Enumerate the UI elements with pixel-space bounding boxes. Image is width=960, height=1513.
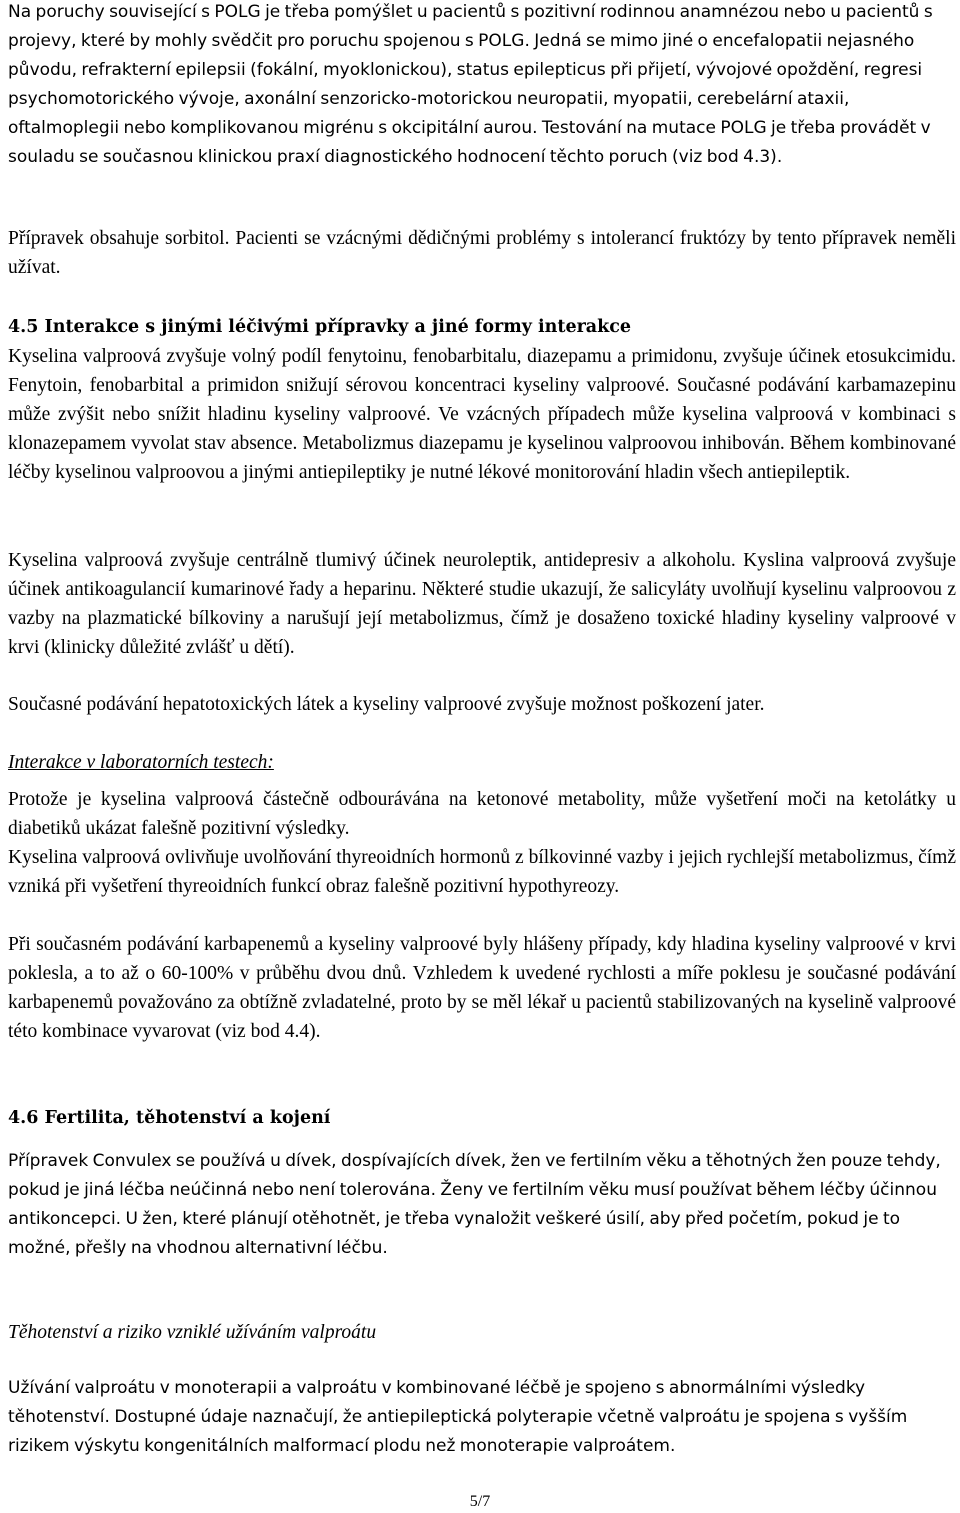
lab-paragraph-1: Protože je kyselina valproová částečně odbourávána na ketonové metabolity, může vyšetření moči na ketolátky u diabetiků ukázat falešně pozitivní výsledky.: [8, 789, 956, 839]
pregnancy-risk-subheading: Těhotenství a riziko vzniklé užíváním valproátu: [8, 1322, 377, 1343]
lab-tests-subheading: Interakce v laboratorních testech:: [8, 752, 274, 773]
interaction-paragraph-1: Kyselina valproová zvyšuje volný podíl fenytoinu, fenobarbitalu, diazepamu a primidonu, zvyšuje účinek etosukcimidu. Fenytoin, fenobarbital a primidon snižují sérovou koncentraci kyseliny valproové. Současné podávání karbamazepinu může zvýšit nebo snížit hladinu kyseliny valproové. Ve vzácných případech může kyselina valproová v kombinaci s klonazepamem vyvolat stav absence. Metabolizmus diazepamu je kyselinou valproovou inhibován. Během kombinované léčby kyselinou valproovou a jinými antiepileptiky je nutné lékové monitorování hladin všech antiepileptik.: [8, 346, 956, 483]
lab-tests-subheading-line: [8, 748, 956, 777]
page-number: 5/7: [469, 1493, 491, 1510]
section-4-5-heading: 4.5 Interakce s jinými léčivými přípravky a jiné formy interakce: [8, 317, 632, 337]
interaction-paragraph-3: Současné podávání hepatotoxických látek a kyseliny valproové zvyšuje možnost poškození jater.: [8, 694, 765, 715]
interaction-paragraph-2: Kyselina valproová zvyšuje centrálně tlumivý účinek neuroleptik, antidepresiv a alkoholu. Kyslina valproová zvyšuje účinek antikoagulancií kumarinové řady a heparinu. Některé studie ukazují, že salicyláty uvolňují kyselinu valproovou z vazby na plazmatické bílkoviny a narušují její metabolizmus, čímž je dosaženo toxické hladiny kyseliny valproové v krvi (klinicky důležité zvlášť u dětí).: [8, 550, 956, 658]
sorbitol-paragraph: Přípravek obsahuje sorbitol. Pacienti se vzácnými dědičnými problémy s intolerancí fruktózy by tento přípravek neměli užívat.: [8, 228, 956, 278]
fertility-paragraph: Přípravek Convulex se používá u dívek, dospívajících dívek, žen ve fertilním věku a těhotných žen pouze tehdy, pokud je jiná léčba neúčinná nebo není tolerována. Ženy ve fertilním věku musí používat během léčby účinnou antikoncepci. U žen, které plánují otěhotnět, je třeba vynaložit veškeré úsilí, aby před početím, pokud je to možné, přešly na vhodnou alternativní léčbu.: [8, 1151, 941, 1258]
pregnancy-paragraph: Užívání valproátu v monoterapii a valproátu v kombinované léčbě je spojeno s abnormálními výsledky těhotenství. Dostupné údaje naznačují, že antiepileptická polyterapie včetně valproátu je spojena s vyšším rizikem výskytu kongenitálních malformací plodu než monoterapie valproátem.: [8, 1378, 908, 1456]
lab-paragraph-2: Kyselina valproová ovlivňuje uvolňování thyreoidních hormonů z bílkovinné vazby i jejich rychlejší metabolizmus, čímž vzniká při vyšetření thyreoidních funkcí obraz falešně pozitivní hypothyreozy.: [8, 847, 956, 897]
polg-paragraph: Na poruchy související s POLG je třeba pomýšlet u pacientů s pozitivní rodinnou anamnézou nebo u pacientů s projevy, které by mohly svědčit pro poruchu spojenou s POLG. Jedná se mimo jiné o encefalopatii nejasného původu, refrakterní epilepsii (fokální, myoklonickou), status epilepticus při přijetí, vývojové opoždění, regresi psychomotorického vývoje, axonální senzoricko-motorickou neuropatii, myopatii, cerebelární ataxii, oftalmoplegii nebo komplikovanou migrénu s okcipitální aurou. Testování na mutace POLG je třeba provádět v souladu se současnou klinickou praxí diagnostického hodnocení těchto poruch (viz bod 4.3).: [8, 2, 933, 167]
carbapenem-paragraph: Při současném podávání karbapenemů a kyseliny valproové byly hlášeny případy, kdy hladina kyseliny valproové v krvi poklesla, a to až o 60-100% v průběhu dvou dnů. Vzhledem k uvedené rychlosti a míře poklesu je současné podávání karbapenemů považováno za obtížně zvladatelné, proto by se měl lékař u pacientů stabilizovaných na kyselině valproové této kombinace vyvarovat (viz bod 4.4).: [8, 934, 956, 1042]
section-4-6-heading: 4.6 Fertilita, těhotenství a kojení: [8, 1108, 331, 1128]
